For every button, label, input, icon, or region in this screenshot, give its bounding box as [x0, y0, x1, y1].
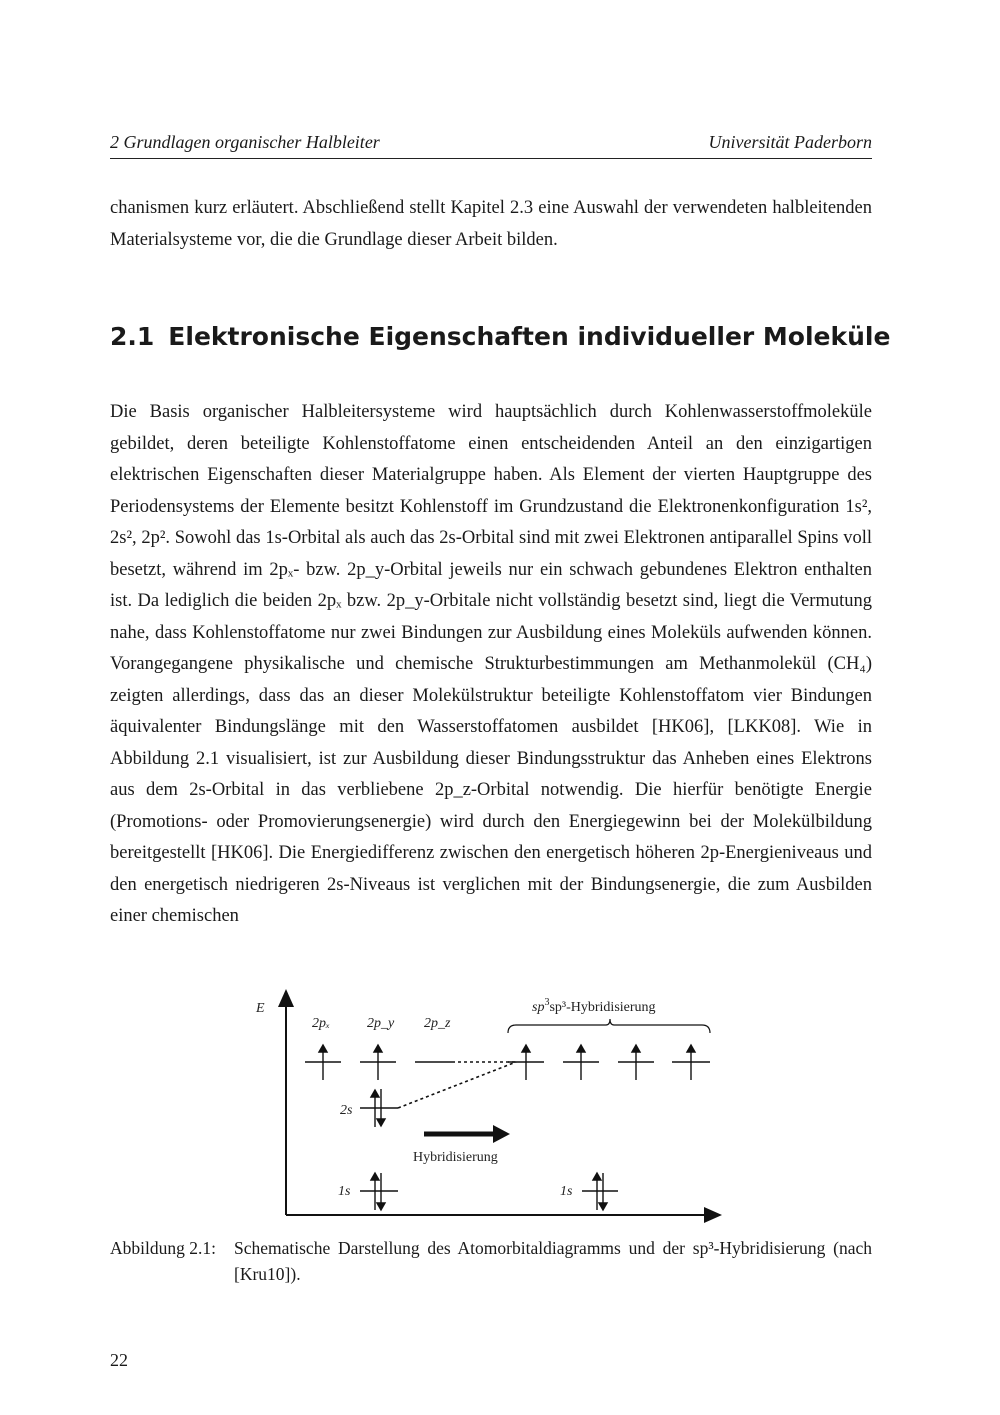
- electron-up-arrows-sp3: [522, 1045, 695, 1080]
- label-2s: 2s: [340, 1103, 353, 1118]
- header-chapter: 2 Grundlagen organischer Halbleiter: [110, 132, 380, 152]
- section-number: 2.1: [110, 322, 155, 351]
- hybridization-label: Hybridisierung: [413, 1150, 498, 1165]
- orbital-diagram: [240, 985, 730, 1225]
- intro-paragraph: chanismen kurz erläutert. Abschließend stellt Kapitel 2.3 eine Auswahl der verwendeten halbleitenden Materialsysteme vor, die die Grundlage dieser Arbeit bilden.: [110, 198, 872, 250]
- label-1s-left: 1s: [338, 1184, 351, 1199]
- sp3-bracket: [508, 1019, 710, 1033]
- sp3-label: $sp^3sp^3$-Hybridisierung: [532, 997, 656, 1015]
- orbital-diagram-svg: [240, 985, 730, 1225]
- running-header: [110, 128, 872, 159]
- caption-label: Abbildung 2.1:: [110, 1238, 216, 1258]
- label-2pz: 2p_z: [424, 1016, 451, 1031]
- caption-text: Schematische Darstellung des Atomorbitaldiagramms und der sp³-Hybridisierung (nach [Kru10]).: [234, 1238, 872, 1284]
- label-2py: 2p_y: [367, 1016, 395, 1031]
- dashed-connector-2s: [398, 1062, 516, 1108]
- section-heading: [110, 322, 890, 351]
- label-2px: 2pₓ: [312, 1016, 330, 1031]
- label-1s-right: 1s: [560, 1184, 573, 1199]
- hybridization-arrowhead: [493, 1125, 510, 1143]
- body-paragraph: Die Basis organischer Halbleitersysteme wird hauptsächlich durch Kohlenwasserstoffmoleküle gebildet, deren beteiligte Kohlenstoffatome einen entscheidenden Anteil an den einzigartigen elektrischen Eigenschaften dieser Materialgruppe haben. Als Element der vierten Hauptgruppe des Periodensystems der Elemente besitzt Kohlenstoff im Grundzustand die Elektronenkonfiguration 1s², 2s², 2p². Sowohl das 1s-Orbital als auch das 2s-Orbital sind mit zwei Elektronen antiparallel Spins voll besetzt, während im 2pₓ- bzw. 2p_y-Orbital jeweils nur ein schwach gebundenes Elektron enthalten ist. Da lediglich die beiden 2pₓ bzw. 2p_y-Orbitale nicht vollständig besetzt sind, liegt die Vermutung nahe, dass Kohlenstoffatome nur zwei Bindungen zur Ausbildung eines Moleküls aufwenden können. Vorangegangene physikalische und chemische Strukturbestimmungen am Methanmolekül (CH₄) zeigten allerdings, dass das an dieser Molekülstruktur beteiligte Kohlenstoffatom vier Bindungen äquivalenter Bindungslänge mit den Wasserstoffatomen ausbildet [HK06], [LKK08]. Wie in Abbildung 2.1 visualisiert, ist zur Ausbildung dieser Bindungsstruktur das Anheben eines Elektrons aus dem 2s-Orbital in das verbliebene 2p_z-Orbital notwendig. Die hierfür benötigte Energie (Promotions- oder Promovierungsenergie) wird durch den Energiegewinn bei der Molekülbildung bereitgestellt [HK06]. Die Energiedifferenz zwischen den energetisch höheren 2p-Energieniveaus und den energetisch niedrigeren 2s-Niveaus ist verglichen mit der Bindungsenergie, die zum Ausbilden einer chemischen: [110, 402, 872, 926]
- section-title: Elektronische Eigenschaften individueller Moleküle: [168, 322, 891, 351]
- header-university: Universität Paderborn: [708, 132, 872, 152]
- energy-axis-label: E: [256, 1001, 265, 1016]
- page-number: 22: [110, 1350, 128, 1370]
